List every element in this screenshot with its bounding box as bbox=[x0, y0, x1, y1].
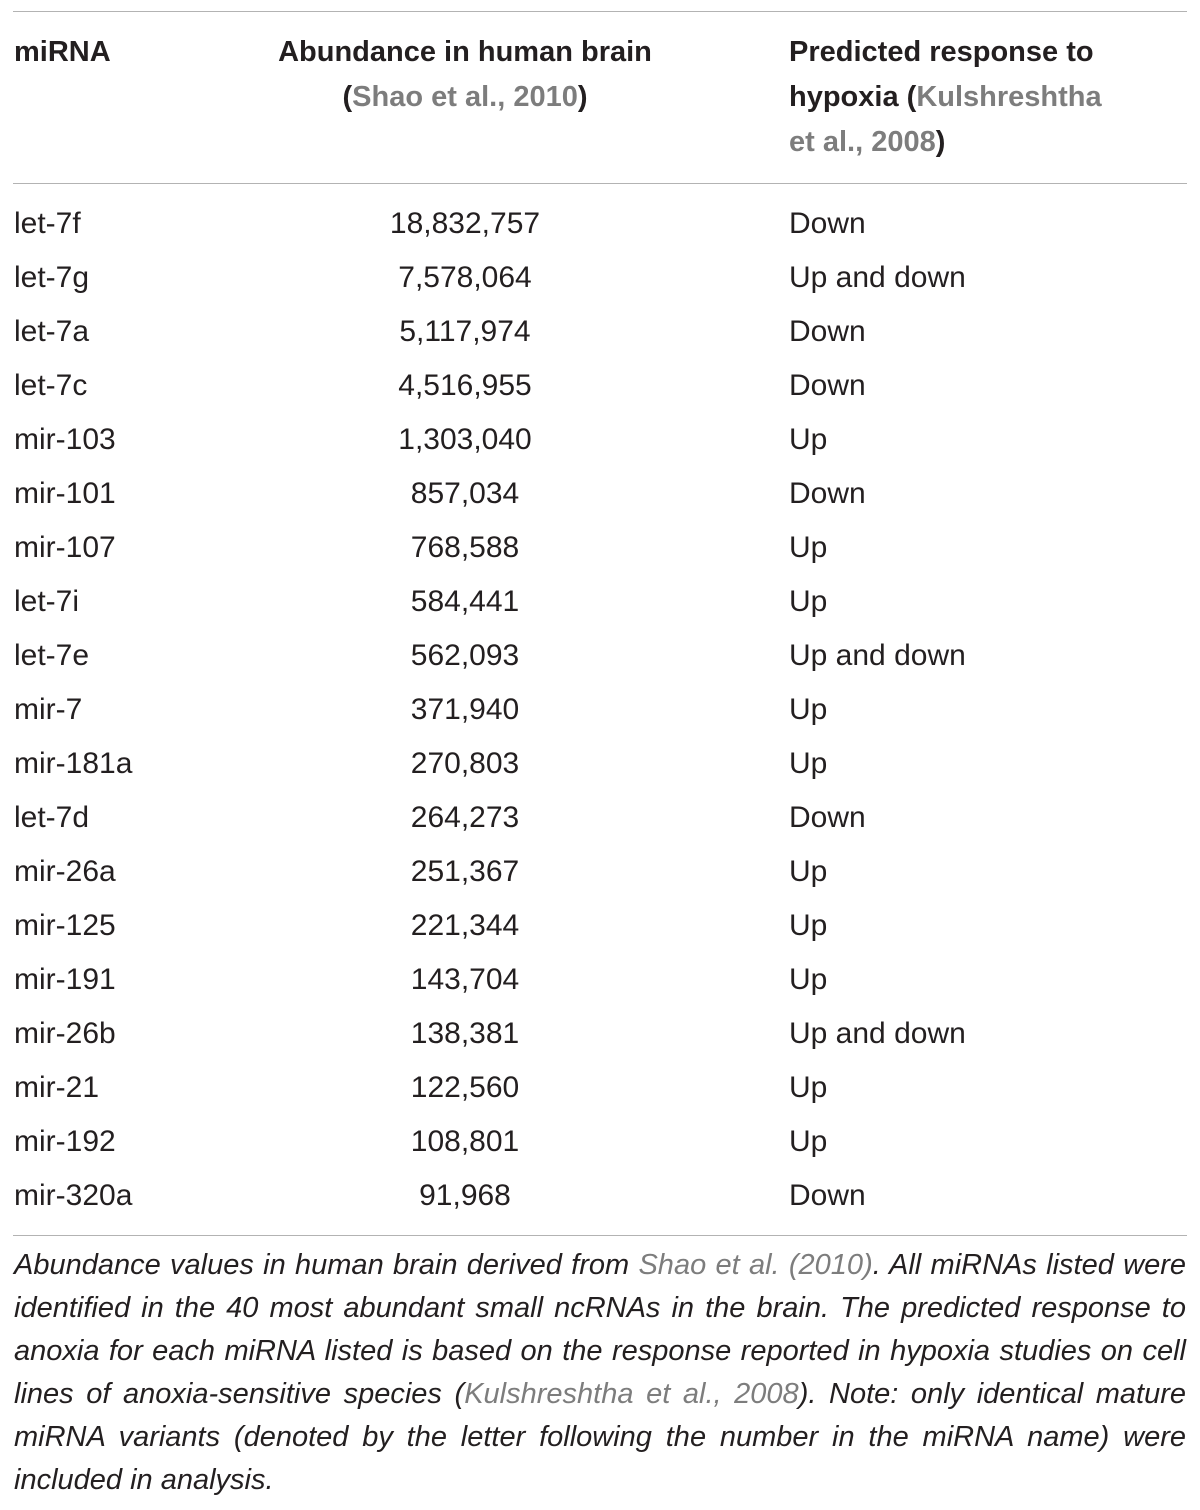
mirna-cell: mir-192 bbox=[14, 1125, 116, 1158]
response-cell: Up bbox=[789, 423, 828, 456]
table-row bbox=[0, 1007, 1200, 1061]
abundance-cell: 5,117,974 bbox=[399, 315, 531, 348]
response-cell: Up bbox=[789, 1071, 828, 1104]
table-row bbox=[0, 899, 1200, 953]
caption-citation-link-1[interactable]: Shao et al. (2010) bbox=[638, 1249, 873, 1281]
mirna-cell: mir-107 bbox=[14, 531, 116, 564]
table-row bbox=[0, 359, 1200, 413]
abundance-cell: 4,516,955 bbox=[398, 369, 532, 402]
mirna-cell: mir-320a bbox=[14, 1179, 133, 1212]
caption-citation-link-2[interactable]: Kulshreshtha et al., 2008 bbox=[464, 1378, 799, 1410]
abundance-cell: 264,273 bbox=[410, 801, 520, 834]
mirna-cell: mir-7 bbox=[14, 693, 83, 726]
response-cell: Down bbox=[789, 1179, 866, 1212]
header-abundance-label: Abundance in human brain bbox=[278, 36, 652, 68]
abundance-cell: 562,093 bbox=[410, 639, 520, 672]
mirna-cell: let-7i bbox=[14, 585, 80, 618]
mirna-cell: let-7g bbox=[14, 261, 90, 294]
header-mirna bbox=[14, 30, 111, 75]
header-mirna-label: miRNA bbox=[14, 36, 111, 68]
table-body bbox=[0, 197, 1200, 1223]
table-row bbox=[0, 737, 1200, 791]
header-response-close: ) bbox=[935, 126, 946, 158]
mirna-cell: let-7f bbox=[14, 207, 81, 240]
table-row bbox=[0, 521, 1200, 575]
abundance-cell: 138,381 bbox=[410, 1017, 520, 1050]
abundance-cell: 221,344 bbox=[410, 909, 520, 942]
header-response-open: ( bbox=[906, 81, 917, 113]
response-cell: Up bbox=[789, 963, 828, 996]
table-row bbox=[0, 845, 1200, 899]
response-cell: Down bbox=[789, 315, 866, 348]
table-row bbox=[0, 953, 1200, 1007]
mirna-cell: let-7c bbox=[14, 369, 88, 402]
mirna-cell: mir-26a bbox=[14, 855, 116, 888]
header-abundance-citation-link[interactable]: Shao et al., 2010 bbox=[352, 81, 578, 113]
abundance-cell: 122,560 bbox=[410, 1071, 520, 1104]
mirna-cell: mir-21 bbox=[14, 1071, 100, 1104]
abundance-cell: 18,832,757 bbox=[389, 207, 541, 240]
mirna-cell: mir-101 bbox=[14, 477, 116, 510]
abundance-cell: 768,588 bbox=[410, 531, 520, 564]
mirna-cell: let-7d bbox=[14, 801, 90, 834]
response-cell: Up bbox=[789, 693, 828, 726]
header-response-citation-link-a[interactable]: Kulshreshtha bbox=[916, 81, 1102, 113]
caption-text-3: ). Note: only identical mature miRNA variants (denoted by the letter following the number in the miRNA name) were included in analysis. bbox=[14, 1378, 1187, 1496]
table-row bbox=[0, 1169, 1200, 1223]
table-row bbox=[0, 1115, 1200, 1169]
response-cell: Up and down bbox=[789, 639, 966, 672]
table-row bbox=[0, 791, 1200, 845]
header-rule bbox=[13, 183, 1187, 184]
mirna-cell: let-7e bbox=[14, 639, 90, 672]
response-cell: Up bbox=[789, 855, 828, 888]
caption-text-1: Abundance values in human brain derived from bbox=[14, 1249, 639, 1281]
header-response-citation-link-b[interactable]: et al., 2008 bbox=[789, 126, 936, 158]
caption-text-2: . All miRNAs listed were identified in the 40 most abundant small ncRNAs in the brain. The predicted response to anoxia for each miRNA listed is based on the response reported in hypoxia studies on cell lines of anoxia-sensitive species ( bbox=[14, 1249, 1187, 1410]
header-abundance bbox=[235, 30, 695, 120]
abundance-cell: 91,968 bbox=[419, 1179, 511, 1212]
table-row bbox=[0, 305, 1200, 359]
abundance-cell: 270,803 bbox=[410, 747, 520, 780]
abundance-cell: 371,940 bbox=[410, 693, 520, 726]
abundance-cell: 143,704 bbox=[410, 963, 520, 996]
table-row bbox=[0, 629, 1200, 683]
table-caption bbox=[14, 1244, 1186, 1502]
table-row bbox=[0, 413, 1200, 467]
header-response-word: hypoxia bbox=[789, 81, 899, 113]
table-row bbox=[0, 1061, 1200, 1115]
header-abundance-open: ( bbox=[342, 81, 353, 113]
mirna-cell: mir-125 bbox=[14, 909, 116, 942]
table-row bbox=[0, 683, 1200, 737]
response-cell: Up and down bbox=[789, 1017, 966, 1050]
abundance-cell: 251,367 bbox=[410, 855, 520, 888]
response-cell: Up bbox=[789, 1125, 828, 1158]
mirna-cell: mir-26b bbox=[14, 1017, 116, 1050]
response-cell: Down bbox=[789, 369, 866, 402]
header-abundance-close: ) bbox=[577, 81, 588, 113]
response-cell: Down bbox=[789, 477, 866, 510]
top-rule bbox=[13, 11, 1187, 12]
table-row bbox=[0, 251, 1200, 305]
mirna-cell: mir-181a bbox=[14, 747, 133, 780]
response-cell: Down bbox=[789, 801, 866, 834]
bottom-rule bbox=[13, 1235, 1187, 1236]
mirna-cell: mir-103 bbox=[14, 423, 116, 456]
header-response bbox=[789, 30, 1189, 165]
header-response-label: Predicted response to bbox=[789, 36, 1094, 68]
response-cell: Up bbox=[789, 585, 828, 618]
response-cell: Up and down bbox=[789, 261, 966, 294]
response-cell: Down bbox=[789, 207, 866, 240]
abundance-cell: 1,303,040 bbox=[398, 423, 532, 456]
table-row bbox=[0, 575, 1200, 629]
abundance-cell: 584,441 bbox=[410, 585, 520, 618]
abundance-cell: 857,034 bbox=[410, 477, 520, 510]
abundance-cell: 7,578,064 bbox=[398, 261, 532, 294]
response-cell: Up bbox=[789, 747, 828, 780]
mirna-cell: let-7a bbox=[14, 315, 90, 348]
response-cell: Up bbox=[789, 909, 828, 942]
table-row bbox=[0, 467, 1200, 521]
abundance-cell: 108,801 bbox=[410, 1125, 520, 1158]
mirna-cell: mir-191 bbox=[14, 963, 116, 996]
response-cell: Up bbox=[789, 531, 828, 564]
table-row bbox=[0, 197, 1200, 251]
